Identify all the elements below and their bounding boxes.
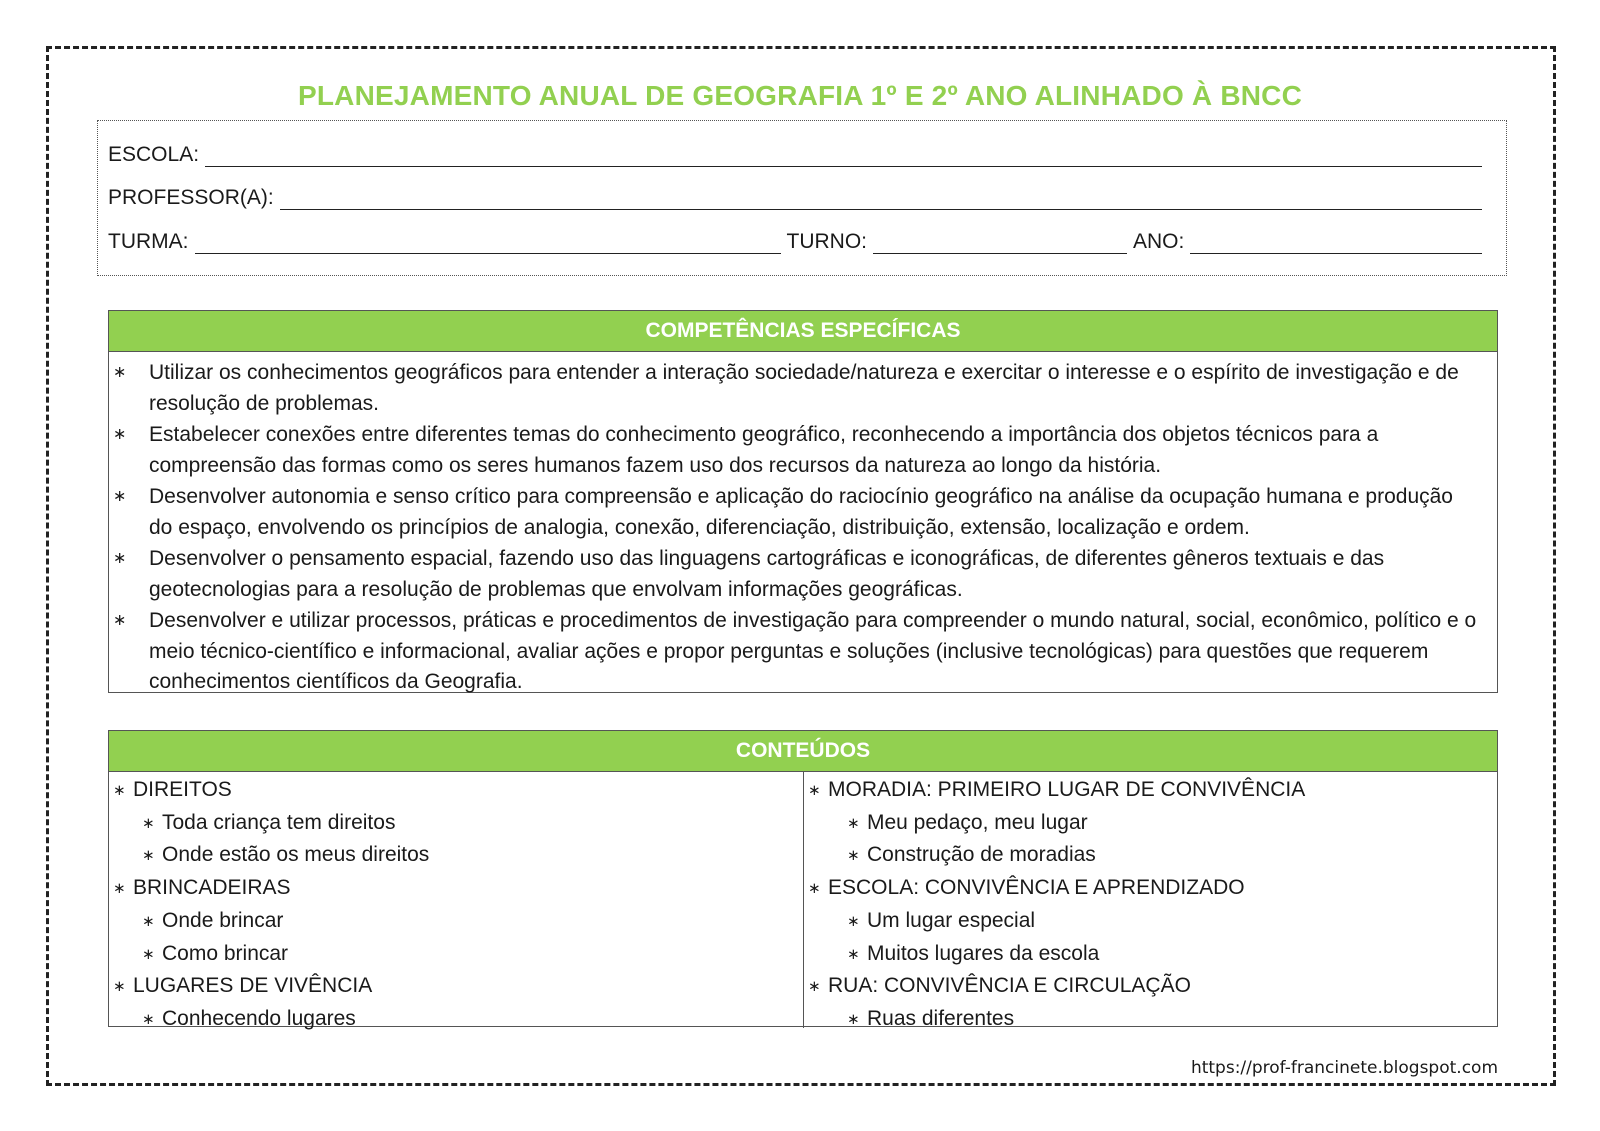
competencia-text: Utilizar os conhecimentos geográficos para entender a interação sociedade/natureza e exercitar o interesse e o espírito de investigação e de resolução de problemas.: [149, 361, 1459, 415]
conteudo-subtopic: [109, 839, 803, 872]
competencia-text: Desenvolver o pensamento espacial, fazendo uso das linguagens cartográficas e iconográficas, de diferentes gêneros textuais e das geotecnologias para a resolução de problemas que envolvam informações geográficas.: [149, 547, 1385, 601]
turma-blank-line: [195, 231, 781, 254]
conteudo-text: Muitos lugares da escola: [867, 941, 1100, 965]
conteudo-text: Construção de moradias: [867, 843, 1096, 867]
conteudo-text: ESCOLA: CONVIVÊNCIA E APRENDIZADO: [828, 876, 1245, 900]
conteudo-subtopic: [109, 1003, 803, 1036]
conteudo-subtopic: [109, 938, 803, 971]
competencia-item: [113, 482, 1479, 543]
escola-blank-line: [205, 144, 1482, 167]
conteudo-text: BRINCADEIRAS: [133, 876, 291, 900]
professor-label: PROFESSOR(A):: [108, 186, 274, 209]
bullet-icon: ∗: [113, 550, 127, 567]
competencias-list: [109, 352, 1497, 698]
bullet-icon: ∗: [113, 426, 127, 443]
conteudo-subtopic: [109, 807, 803, 840]
escola-row: [108, 137, 1488, 167]
turno-label: TURNO:: [786, 230, 867, 253]
conteudo-text: Onde estão os meus direitos: [162, 843, 430, 867]
bullet-icon: ∗: [113, 364, 127, 381]
conteudos-left-column: [109, 772, 804, 1028]
bullet-icon: ∗: [113, 880, 126, 898]
bullet-icon: ∗: [808, 880, 821, 898]
bullet-icon: ∗: [847, 945, 860, 963]
professor-row: [108, 180, 1488, 210]
conteudo-subtopic: [804, 905, 1497, 938]
conteudo-subtopic: [109, 905, 803, 938]
bullet-icon: ∗: [808, 782, 821, 799]
bullet-icon: ∗: [847, 847, 860, 865]
conteudos-right-column: [804, 772, 1497, 1028]
conteudo-topic: [109, 774, 803, 807]
ano-blank-line: [1190, 231, 1482, 254]
bullet-icon: ∗: [142, 912, 155, 930]
conteudo-topic: [804, 774, 1497, 807]
bullet-icon: ∗: [142, 945, 155, 963]
bullet-icon: ∗: [142, 814, 155, 832]
competencia-text: Desenvolver e utilizar processos, práticas e procedimentos de investigação para compreender o mundo natural, social, econômico, político e o meio técnico-científico e informacional, avaliar ações e propor perguntas e soluções (inclusive tecnológicas) para questões que requerem conhecimentos científicos da Geografia.: [149, 609, 1477, 693]
bullet-icon: ∗: [113, 978, 126, 996]
conteudo-text: Como brincar: [162, 941, 289, 965]
escola-label: ESCOLA:: [108, 143, 200, 166]
identification-box: [97, 120, 1507, 276]
conteudo-subtopic: [804, 938, 1497, 971]
professor-blank-line: [280, 187, 1482, 210]
bullet-icon: ∗: [847, 1010, 860, 1028]
conteudo-text: Conhecendo lugares: [162, 1006, 356, 1030]
conteudo-text: MORADIA: PRIMEIRO LUGAR DE CONVIVÊNCIA: [828, 778, 1306, 801]
conteudos-heading: CONTEÚDOS: [109, 731, 1497, 772]
conteudo-topic: [109, 872, 803, 905]
conteudo-topic: [109, 970, 803, 1003]
turma-row: [108, 224, 1488, 254]
bullet-icon: ∗: [808, 978, 821, 996]
conteudo-text: DIREITOS: [133, 778, 232, 801]
competencia-text: Desenvolver autonomia e senso crítico para compreensão e aplicação do raciocínio geográfico na análise da ocupação humana e produção do espaço, envolvendo os princípios de analogia, conexão, diferenciação, distribuição, extensão, localização e ordem.: [149, 485, 1453, 539]
conteudo-text: RUA: CONVIVÊNCIA E CIRCULAÇÃO: [828, 974, 1191, 998]
conteudo-text: Um lugar especial: [867, 908, 1036, 932]
bullet-icon: ∗: [113, 782, 126, 799]
conteudo-text: Ruas diferentes: [867, 1006, 1015, 1030]
conteudo-subtopic: [804, 807, 1497, 840]
bullet-icon: ∗: [847, 912, 860, 930]
conteudo-topic: [804, 872, 1497, 905]
conteudo-text: LUGARES DE VIVÊNCIA: [133, 974, 373, 998]
conteudo-topic: [804, 970, 1497, 1003]
bullet-icon: ∗: [113, 612, 127, 629]
competencia-item: [113, 358, 1479, 419]
conteudo-text: Meu pedaço, meu lugar: [867, 810, 1088, 834]
bullet-icon: ∗: [113, 488, 127, 505]
conteudo-subtopic: [804, 839, 1497, 872]
competencias-heading: COMPETÊNCIAS ESPECÍFICAS: [109, 311, 1497, 352]
conteudo-subtopic: [804, 1003, 1497, 1036]
turma-label: TURMA:: [108, 230, 189, 253]
bullet-icon: ∗: [847, 814, 860, 832]
competencia-item: [113, 420, 1479, 481]
competencia-item: [113, 544, 1479, 605]
competencias-table: [108, 310, 1498, 693]
turno-blank-line: [873, 231, 1127, 254]
footer-url: https://prof-francinete.blogspot.com: [1190, 1058, 1498, 1078]
conteudos-table: [108, 730, 1498, 1030]
bullet-icon: ∗: [142, 847, 155, 865]
page-title: PLANEJAMENTO ANUAL DE GEOGRAFIA 1º E 2º ANO ALINHADO À BNCC: [297, 80, 1303, 111]
conteudo-text: Onde brincar: [162, 908, 284, 932]
ano-label: ANO:: [1133, 230, 1185, 253]
competencia-item: [113, 606, 1479, 698]
conteudo-text: Toda criança tem direitos: [162, 810, 396, 834]
bullet-icon: ∗: [142, 1010, 155, 1028]
competencia-text: Estabelecer conexões entre diferentes temas do conhecimento geográfico, reconhecendo a importância dos objetos técnicos para a compreensão das formas como os seres humanos fazem uso dos recursos da natureza ao longo da história.: [149, 423, 1379, 477]
